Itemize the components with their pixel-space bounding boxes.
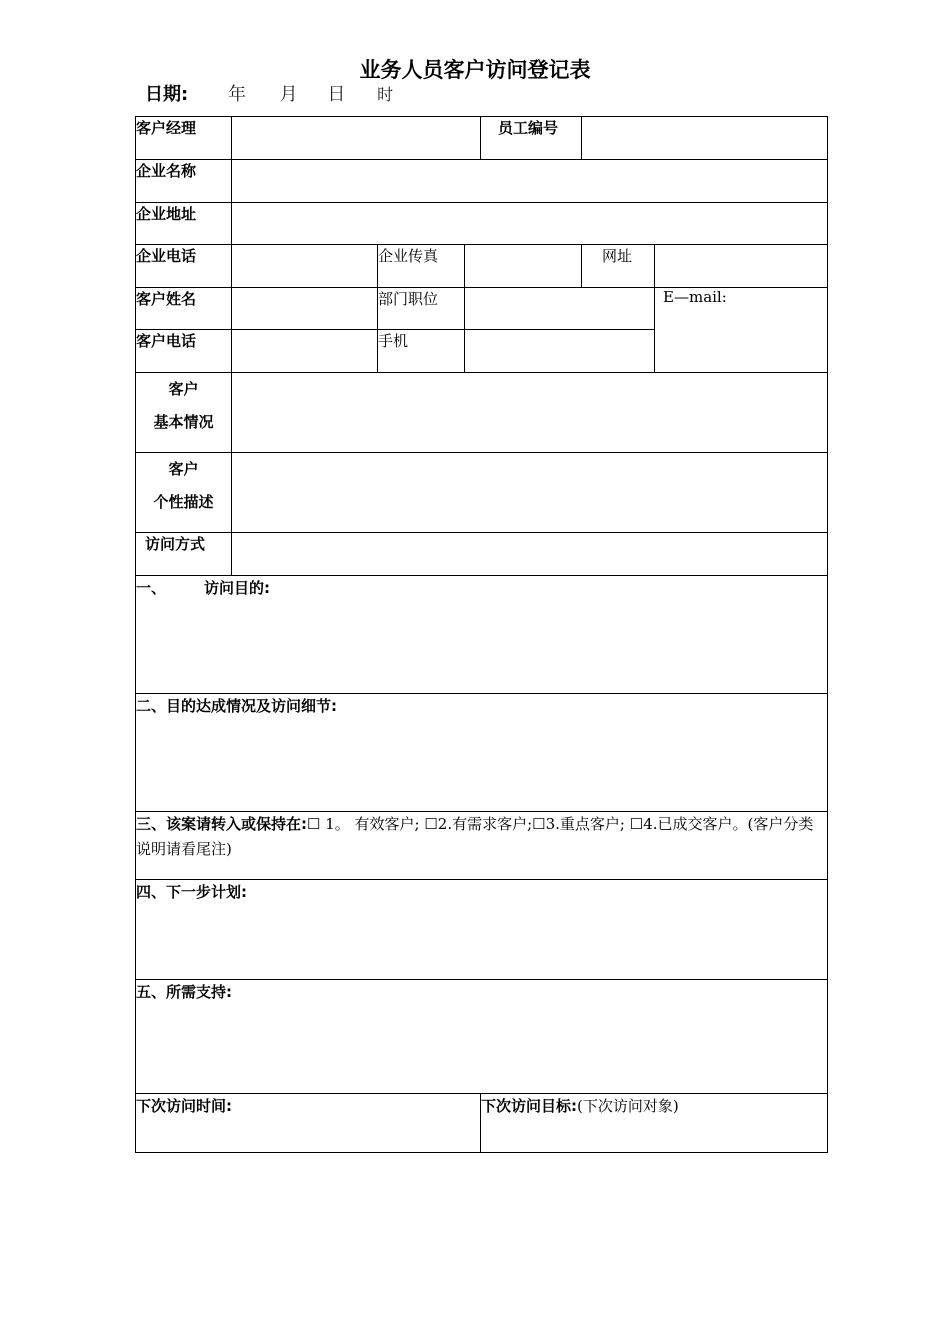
row-client-name	[136, 288, 828, 330]
company-address-field[interactable]	[232, 203, 828, 245]
department-position-field[interactable]	[465, 288, 655, 330]
date-label: 日期:	[145, 84, 189, 105]
company-address-label: 企业地址	[136, 203, 232, 245]
company-fax-field[interactable]	[465, 245, 582, 288]
visit-method-field[interactable]	[232, 533, 828, 576]
client-name-field[interactable]	[232, 288, 378, 330]
client-personality-label-line2: 个性描述	[153, 493, 214, 511]
row-client-basic-info	[136, 373, 828, 453]
website-field[interactable]	[655, 245, 828, 288]
mobile-label: 手机	[378, 330, 465, 373]
next-visit-goal-area[interactable]	[481, 1094, 828, 1153]
visit-method-label: 访问方式	[136, 533, 232, 576]
row-company-phone	[136, 245, 828, 288]
next-visit-goal-note: (下次访问对象)	[577, 1097, 679, 1115]
employee-id-label: 员工编号	[481, 117, 582, 160]
section-1-label: 访问目的:	[204, 579, 271, 597]
year-field[interactable]: 年	[227, 84, 246, 105]
section-5-label: 五、所需支持:	[136, 983, 232, 1001]
company-name-label: 企业名称	[136, 160, 232, 203]
visit-form-table	[135, 116, 828, 1153]
client-phone-label: 客户电话	[136, 330, 232, 373]
client-personality-field[interactable]	[232, 453, 828, 533]
employee-id-field[interactable]	[582, 117, 828, 160]
section-4-label: 四、下一步计划:	[136, 883, 247, 901]
visit-purpose-area[interactable]	[136, 576, 828, 694]
mobile-field[interactable]	[465, 330, 655, 373]
next-visit-time-label: 下次访问时间:	[136, 1097, 232, 1115]
section-support-needed	[136, 980, 828, 1094]
row-client-personality	[136, 453, 828, 533]
client-basic-info-field[interactable]	[232, 373, 828, 453]
row-account-manager	[136, 117, 828, 160]
row-visit-method	[136, 533, 828, 576]
month-field[interactable]: 月	[279, 84, 298, 105]
hour-field[interactable]: 时	[377, 85, 394, 104]
next-visit-time-area[interactable]	[136, 1094, 481, 1153]
website-label: 网址	[582, 245, 655, 288]
account-manager-field[interactable]	[232, 117, 481, 160]
client-basic-info-label-line1: 客户	[168, 380, 199, 398]
client-personality-label	[136, 453, 232, 533]
section-3-label: 三、该案请转入或保持在:	[136, 815, 307, 833]
row-company-address	[136, 203, 828, 245]
client-basic-info-label	[136, 373, 232, 453]
next-visit-goal-label: 下次访问目标:	[481, 1097, 578, 1115]
client-basic-info-label-line2: 基本情况	[153, 413, 214, 431]
client-phone-field[interactable]	[232, 330, 378, 373]
client-name-label: 客户姓名	[136, 288, 232, 330]
date-line	[145, 80, 393, 106]
support-needed-area[interactable]	[136, 980, 828, 1094]
section-client-status	[136, 812, 828, 880]
client-status-options[interactable]: ☐ 1。 有效客户; ☐2.有需求客户;☐3.重点客户; ☐4.已成交客户。(客户分类说明请看尾注)	[136, 815, 814, 858]
client-status-area[interactable]	[136, 812, 828, 880]
account-manager-label: 客户经理	[136, 117, 232, 160]
section-visit-purpose	[136, 576, 828, 694]
section-next-plan	[136, 880, 828, 980]
client-personality-label-line1: 客户	[168, 460, 199, 478]
section-2-label: 二、目的达成情况及访问细节:	[136, 697, 337, 715]
section-1-prefix: 一、	[136, 579, 167, 597]
row-company-name	[136, 160, 828, 203]
company-name-field[interactable]	[232, 160, 828, 203]
department-position-label: 部门职位	[378, 288, 465, 330]
form-title: 业务人员客户访问登记表	[359, 58, 591, 82]
next-plan-area[interactable]	[136, 880, 828, 980]
company-phone-field[interactable]	[232, 245, 378, 288]
company-phone-label: 企业电话	[136, 245, 232, 288]
email-field[interactable]: E—mail:	[655, 288, 828, 373]
company-fax-label: 企业传真	[378, 245, 465, 288]
day-field[interactable]: 日	[327, 84, 346, 105]
row-next-visit	[136, 1094, 828, 1153]
section-goal-achievement	[136, 694, 828, 812]
goal-achievement-area[interactable]	[136, 694, 828, 812]
